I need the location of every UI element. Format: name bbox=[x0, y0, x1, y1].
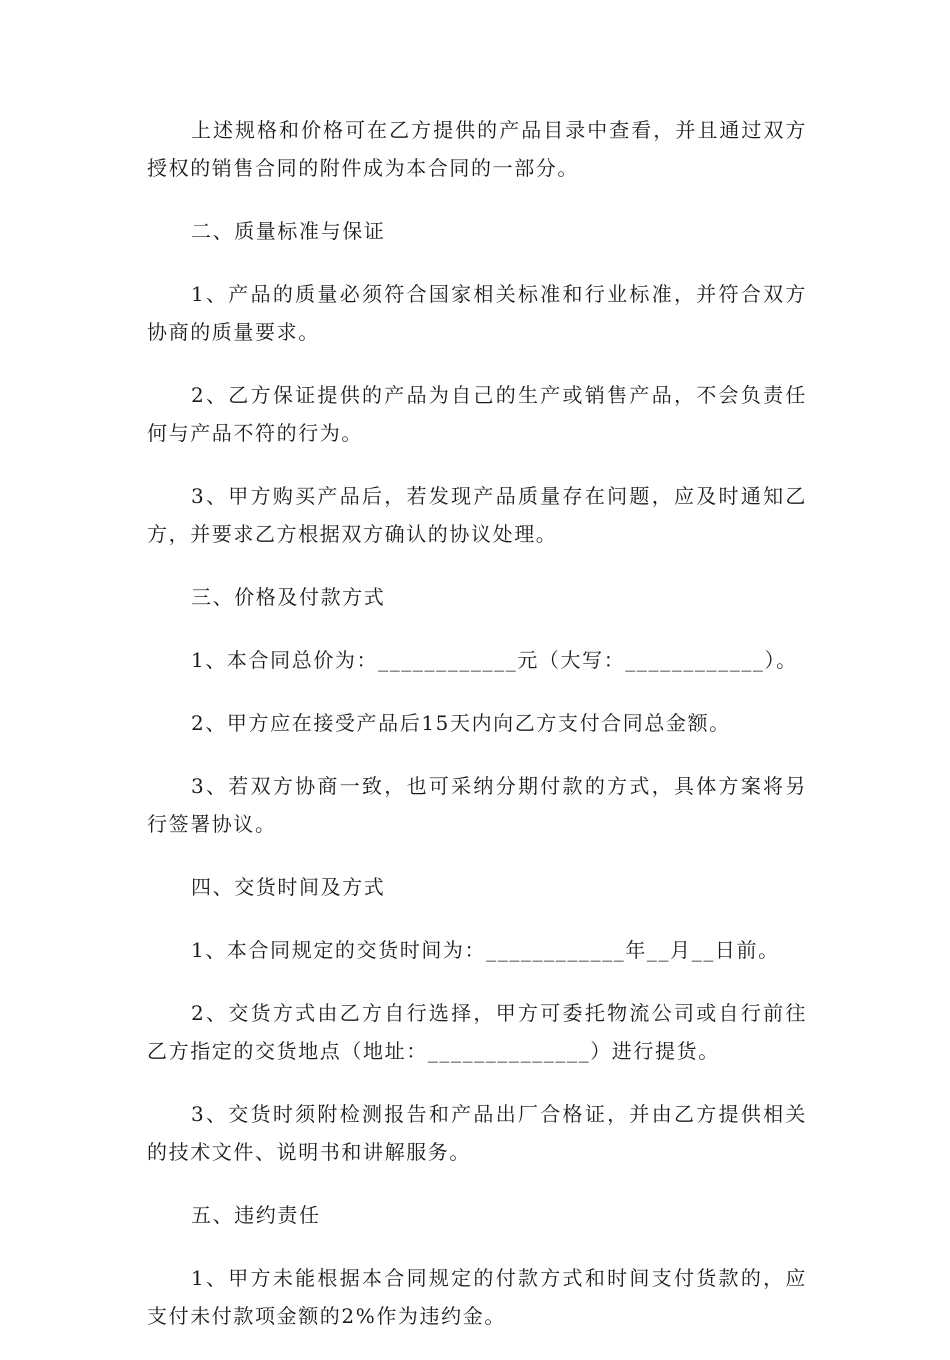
section-heading-delivery: 四、交货时间及方式 bbox=[191, 875, 386, 899]
document-body bbox=[147, 111, 807, 1360]
paragraph-breach-1: 1、甲方未能根据本合同规定的付款方式和时间支付货款的，应支付未付款项金额的2%作为违约金。 bbox=[147, 1266, 807, 1328]
paragraph-delivery-2: 2、交货方式由乙方自行选择，甲方可委托物流公司或自行前往乙方指定的交货地点（地址：______________）进行提货。 bbox=[147, 1001, 807, 1063]
section-heading-quality: 二、质量标准与保证 bbox=[191, 219, 386, 243]
section-heading-payment: 三、价格及付款方式 bbox=[191, 585, 386, 609]
paragraph-quality-2: 2、乙方保证提供的产品为自己的生产或销售产品，不会负责任何与产品不符的行为。 bbox=[147, 383, 807, 445]
paragraph-payment-2: 2、甲方应在接受产品后15天内向乙方支付合同总金额。 bbox=[191, 711, 731, 735]
section-heading-breach: 五、违约责任 bbox=[191, 1203, 321, 1227]
paragraph-quality-1: 1、产品的质量必须符合国家相关标准和行业标准，并符合双方协商的质量要求。 bbox=[147, 282, 807, 344]
paragraph-payment-3: 3、若双方协商一致，也可采纳分期付款的方式，具体方案将另行签署协议。 bbox=[147, 774, 807, 836]
paragraph-delivery-1: 1、本合同规定的交货时间为：____________年__月__日前。 bbox=[191, 938, 780, 962]
paragraph-quality-3: 3、甲方购买产品后，若发现产品质量存在问题，应及时通知乙方，并要求乙方根据双方确认的协议处理。 bbox=[147, 484, 807, 546]
paragraph-spec-price: 上述规格和价格可在乙方提供的产品目录中查看，并且通过双方授权的销售合同的附件成为本合同的一部分。 bbox=[147, 118, 807, 180]
paragraph-payment-1: 1、本合同总价为：____________元（大写：____________）。 bbox=[191, 648, 798, 672]
paragraph-delivery-3: 3、交货时须附检测报告和产品出厂合格证，并由乙方提供相关的技术文件、说明书和讲解服务。 bbox=[147, 1102, 807, 1164]
